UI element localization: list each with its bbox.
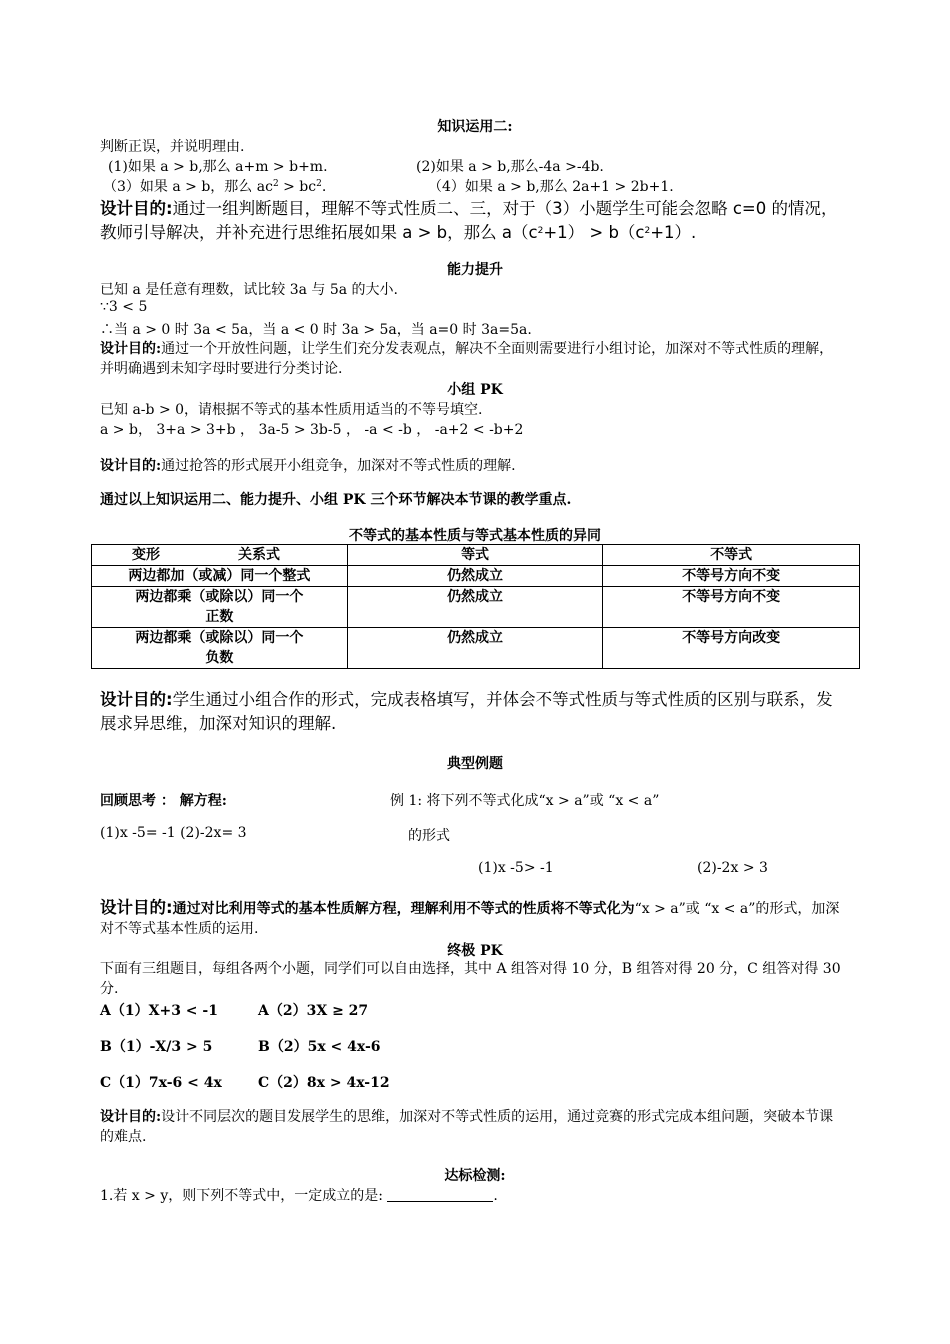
question-a1: A（1）X+3 < -1 [100, 1003, 218, 1019]
assessment-q1: 1.若 x > y，则下列不等式中，一定成立的是: . [100, 1188, 498, 1204]
example-1-line-b: 的形式 [408, 828, 450, 844]
answer-blank[interactable] [387, 1187, 493, 1202]
instruction: 判断正误，并说明理由. [100, 139, 245, 155]
question-b2: B（2）5x < 4x-6 [258, 1039, 381, 1055]
design-purpose-table: 设计目的:学生通过小组合作的形式，完成表格填写，并体会不等式性质与等式性质的区别与联系，发展求异思维，加深对知识的理解. [100, 690, 833, 733]
question-a2: A（2）3X ≥ 27 [258, 1003, 369, 1019]
question-3: （3）如果 a > b，那么 $ac^2 > bc^2$. [103, 179, 327, 195]
table-row [92, 628, 860, 669]
example-q2: (2)-2x > 3 [697, 860, 768, 876]
table-title: 不等式的基本性质与等式基本性质的异同 [349, 528, 601, 544]
example-1-line-a: 例 1: 将下列不等式化成“x > a”或 “x < a” [390, 793, 660, 809]
design-purpose-3: 设计目的:通过抢答的形式展开小组竞争，加深对不等式性质的理解. [100, 458, 516, 474]
question-2: (2)如果 a > b,那么-4a >-4b. [416, 159, 604, 175]
question-1: (1)如果 a > b,那么 a+m > b+m. [108, 159, 328, 175]
ability-line-2: ∵3 < 5 [100, 299, 148, 315]
header-equation: 等式 [347, 545, 603, 566]
section-title-final-pk: 终极 PK [447, 943, 503, 959]
table-cell: 仍然成立 [347, 566, 603, 587]
section-title-ability: 能力提升 [447, 262, 503, 278]
table-cell: 仍然成立 [347, 628, 603, 669]
ability-line-3: ∴当 a > 0 时 3a < 5a，当 a < 0 时 3a > 5a，当 a=0 时 3a=5a. [100, 322, 532, 338]
group-pk-line-2: a > b， 3+a > 3+b ， 3a-5 > 3b-5 ， -a < -b ， -a+2 < -b+2 [100, 422, 524, 438]
summary-line: 通过以上知识运用二、能力提升、小组 PK 三个环节解决本节课的教学重点. [100, 492, 572, 508]
design-purpose-2: 设计目的:通过一个开放性问题，让学生们充分发表观点，解决不全面则需要进行小组讨论，加深对不等式性质的理解，并明确遇到未知字母时要进行分类讨论. [100, 341, 834, 377]
review-label: 回顾思考 ： 解方程: [100, 793, 227, 809]
design-purpose-1: 设计目的:通过一组判断题目，理解不等式性质二、三，对于（3）小题学生可能会忽略 c=0 的情况，教师引导解决，并补充进行思维拓展如果 a > b，那么 $a(c^2+1) > b(c^2+1)$. [100, 199, 838, 242]
review-equations: (1)x -5= -1 (2)-2x= 3 [100, 825, 247, 841]
design-purpose-5: 设计目的:设计不同层次的题目发展学生的思维，加深对不等式性质的运用，通过竞赛的形式完成本组问题，突破本节课的难点. [100, 1109, 834, 1145]
question-b1: B（1）-X/3 > 5 [100, 1039, 213, 1055]
table-cell: 不等号方向不变 [603, 587, 860, 628]
example-q1: (1)x -5> -1 [478, 860, 554, 876]
header-transform: 变形 关系式 [92, 545, 348, 566]
question-4: （4）如果 a > b,那么 2a+1 > 2b+1. [428, 179, 674, 195]
table-cell: 两边都乘（或除以）同一个负数 [92, 628, 348, 669]
comparison-table [91, 544, 860, 669]
section-title-knowledge-2: 知识运用二: [437, 119, 513, 135]
table-row [92, 566, 860, 587]
group-pk-line-1: 已知 a-b > 0，请根据不等式的基本性质用适当的不等号填空. [100, 402, 483, 418]
design-purpose-4: 设计目的:通过对比利用等式的基本性质解方程，理解利用不等式的性质将不等式化为“x > a”或 “x < a”的形式，加深对不等式基本性质的运用. [100, 898, 840, 937]
table-cell: 仍然成立 [347, 587, 603, 628]
final-pk-intro: 下面有三组题目，每组各两个小题，同学们可以自由选择，其中 A 组答对得 10 分，B 组答对得 20 分，C 组答对得 30 分. [100, 961, 841, 997]
table-cell: 两边都乘（或除以）同一个正数 [92, 587, 348, 628]
section-title-examples: 典型例题 [447, 756, 503, 772]
ability-line-1: 已知 a 是任意有理数，试比较 3a 与 5a 的大小. [100, 282, 399, 298]
question-c2: C（2）8x > 4x-12 [258, 1075, 390, 1091]
table-row [92, 587, 860, 628]
header-inequality: 不等式 [603, 545, 860, 566]
table-header-row [92, 545, 860, 566]
table-cell: 不等号方向改变 [603, 628, 860, 669]
question-c1: C（1）7x-6 < 4x [100, 1075, 222, 1091]
section-title-assessment: 达标检测: [444, 1168, 506, 1184]
table-cell: 两边都加（或减）同一个整式 [92, 566, 348, 587]
table-cell: 不等号方向不变 [603, 566, 860, 587]
section-title-group-pk: 小组 PK [447, 382, 503, 398]
